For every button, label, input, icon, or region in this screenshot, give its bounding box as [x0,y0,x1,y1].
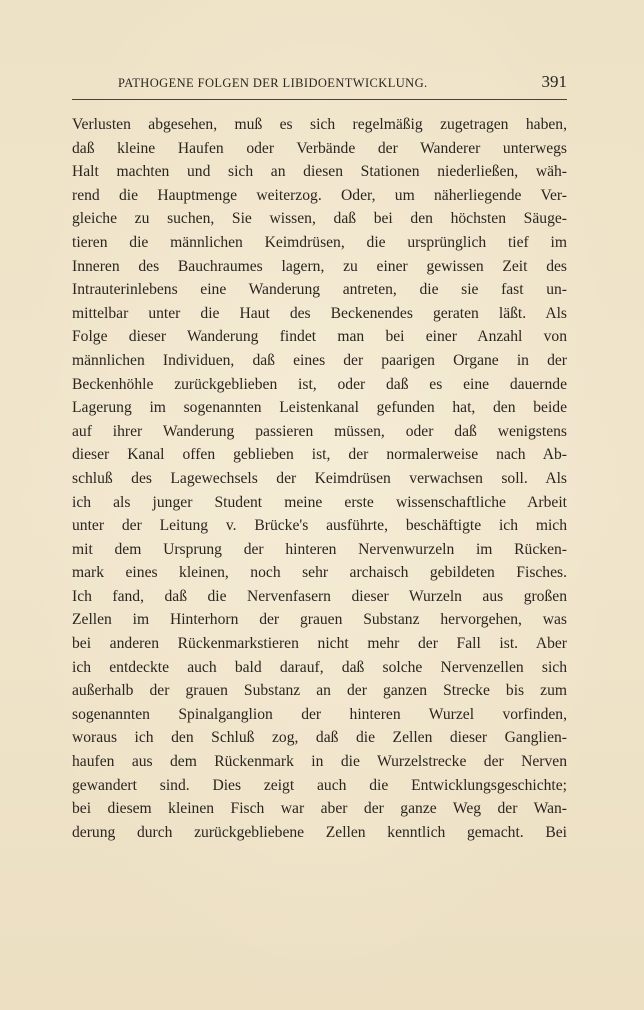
text-line: Verlusten abgesehen, muß es sich regelmäßig zugetragen haben, [72,116,567,133]
text-line: Ich fand, daß die Nervenfasern dieser Wurzeln aus großen [72,587,567,605]
text-line: derung durch zurückgebliebene Zellen kenntlich gemacht. Bei [72,823,567,841]
text-line: bei anderen Rückenmarkstieren nicht mehr der Fall ist. Aber [72,635,567,653]
text-line: Zellen im Hinterhorn der grauen Substanz hervorgehen, was [72,611,567,629]
text-line: bei diesem kleinen Fisch war aber der ganze Weg der Wan- [72,800,567,818]
text-line: Intrauterinlebens eine Wanderung antreten, die sie fast un- [72,281,567,299]
text-line: daß kleine Haufen oder Verbände der Wanderer unterwegs [72,139,567,157]
text-line: ich entdeckte auch bald darauf, daß solche Nervenzellen sich [72,658,567,676]
text-line: unter der Leitung v. Brücke's ausführte, beschäftigte ich mich [72,517,567,535]
text-line: mark eines kleinen, noch sehr archaisch gebildeten Fisches. [72,564,567,582]
text-line: haufen aus dem Rückenmark in die Wurzelstrecke der Nerven [72,753,567,771]
text-line: schluß des Lagewechsels der Keimdrüsen verwachsen soll. Als [72,469,567,487]
text-line: gewandert sind. Dies zeigt auch die Entwicklungsgeschichte; [72,776,567,794]
text-line: gleiche zu suchen, Sie wissen, daß bei den höchsten Säuge- [72,210,567,228]
header-rule [72,99,567,100]
text-line: Beckenhöhle zurückgeblieben ist, oder daß es eine dauernde [72,375,567,393]
text-line: mit dem Ursprung der hinteren Nervenwurzeln im Rücken- [72,540,567,558]
text-line: tieren die männlichen Keimdrüsen, die ursprünglich tief im [72,233,567,251]
text-line: Lagerung im sogenannten Leistenkanal gefunden hat, den beide [72,399,567,417]
text-line: woraus ich den Schluß zog, daß die Zellen dieser Ganglien- [72,729,567,747]
body-text [72,113,567,844]
text-line: außerhalb der grauen Substanz an der ganzen Strecke bis zum [72,682,567,700]
page-number: 391 [541,72,567,91]
text-line: Inneren des Bauchraumes lagern, zu einer gewissen Zeit des [72,257,567,275]
text-line: mittelbar unter die Haut des Beckenendes geraten läßt. Als [72,304,567,322]
text-line: ich als junger Student meine erste wissenschaftliche Arbeit [72,493,567,511]
text-line: auf ihrer Wanderung passieren müssen, oder daß wenigstens [72,422,567,440]
text-line: Folge dieser Wanderung findet man bei einer Anzahl von [72,328,567,346]
text-line: Halt machten und sich an diesen Stationen niederließen, wäh- [72,163,567,181]
text-line: rend die Hauptmenge weiterzog. Oder, um näherliegende Ver- [72,186,567,204]
page-header [72,72,567,98]
text-line: männlichen Individuen, daß eines der paarigen Organe in der [72,351,567,369]
running-head: PATHOGENE FOLGEN DER LIBIDOENTWICKLUNG. [118,76,428,90]
text-line: sogenannten Spinalganglion der hinteren Wurzel vorfinden, [72,705,567,723]
text-line: dieser Kanal offen geblieben ist, der normalerweise nach Ab- [72,446,567,464]
